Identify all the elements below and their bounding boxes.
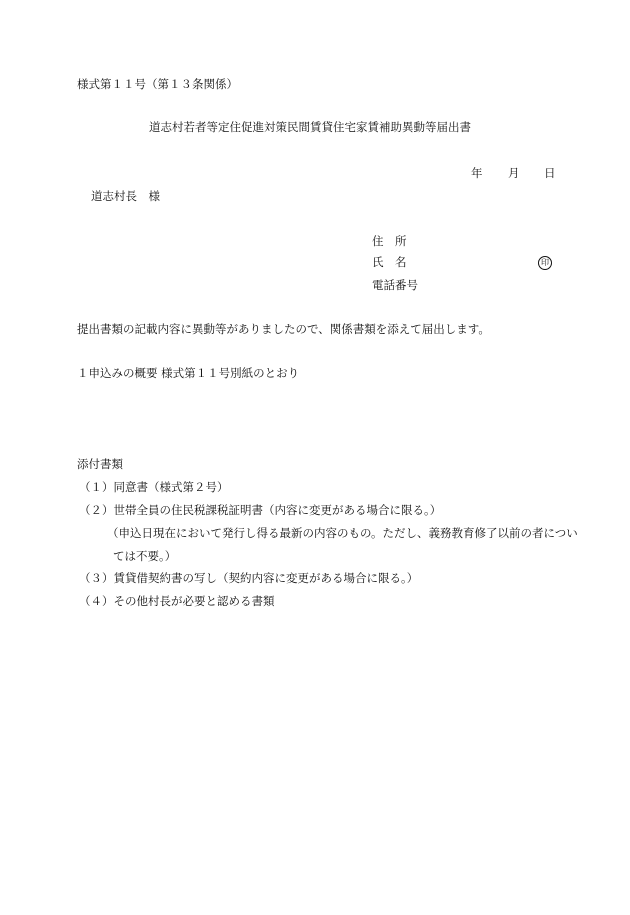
- addressee: 道志村長 様: [91, 189, 160, 203]
- form-number: 様式第１１号（第１３条関係）: [77, 77, 238, 91]
- seal-mark-icon: 印: [538, 256, 552, 270]
- attachment-item-4: （４）その他村長が必要と認める書類: [79, 594, 275, 608]
- applicant-phone-label: 電話番号: [372, 278, 418, 292]
- application-summary: １申込みの概要 様式第１１号別紙のとおり: [77, 366, 300, 380]
- attachment-item-3: （３）賃貸借契約書の写し（契約内容に変更がある場合に限る。）: [79, 571, 419, 585]
- attachment-item-2: （２）世帯全員の住民税課税証明書（内容に変更がある場合に限る。）: [79, 503, 442, 517]
- notice-text: 提出書類の記載内容に異動等がありましたので、関係書類を添えて届出します。: [77, 322, 490, 336]
- attachment-item-1: （１）同意書（様式第２号）: [79, 480, 229, 494]
- attachments-heading: 添付書類: [77, 457, 123, 471]
- attachment-item-2-note-line-2: ては不要。）: [113, 549, 177, 563]
- applicant-address-label: 住 所: [372, 234, 407, 248]
- document-title: 道志村若者等定住促進対策民間賃貸住宅家賃補助異動等届出書: [149, 120, 471, 134]
- date-day-label: 日: [544, 166, 556, 180]
- attachment-item-2-note-line-1: （申込日現在において発行し得る最新の内容のもの。ただし、義務教育修了以前の者につい: [107, 526, 578, 540]
- applicant-name-label: 氏 名: [372, 255, 407, 269]
- date-month-label: 月: [508, 166, 520, 180]
- date-year-label: 年: [471, 166, 483, 180]
